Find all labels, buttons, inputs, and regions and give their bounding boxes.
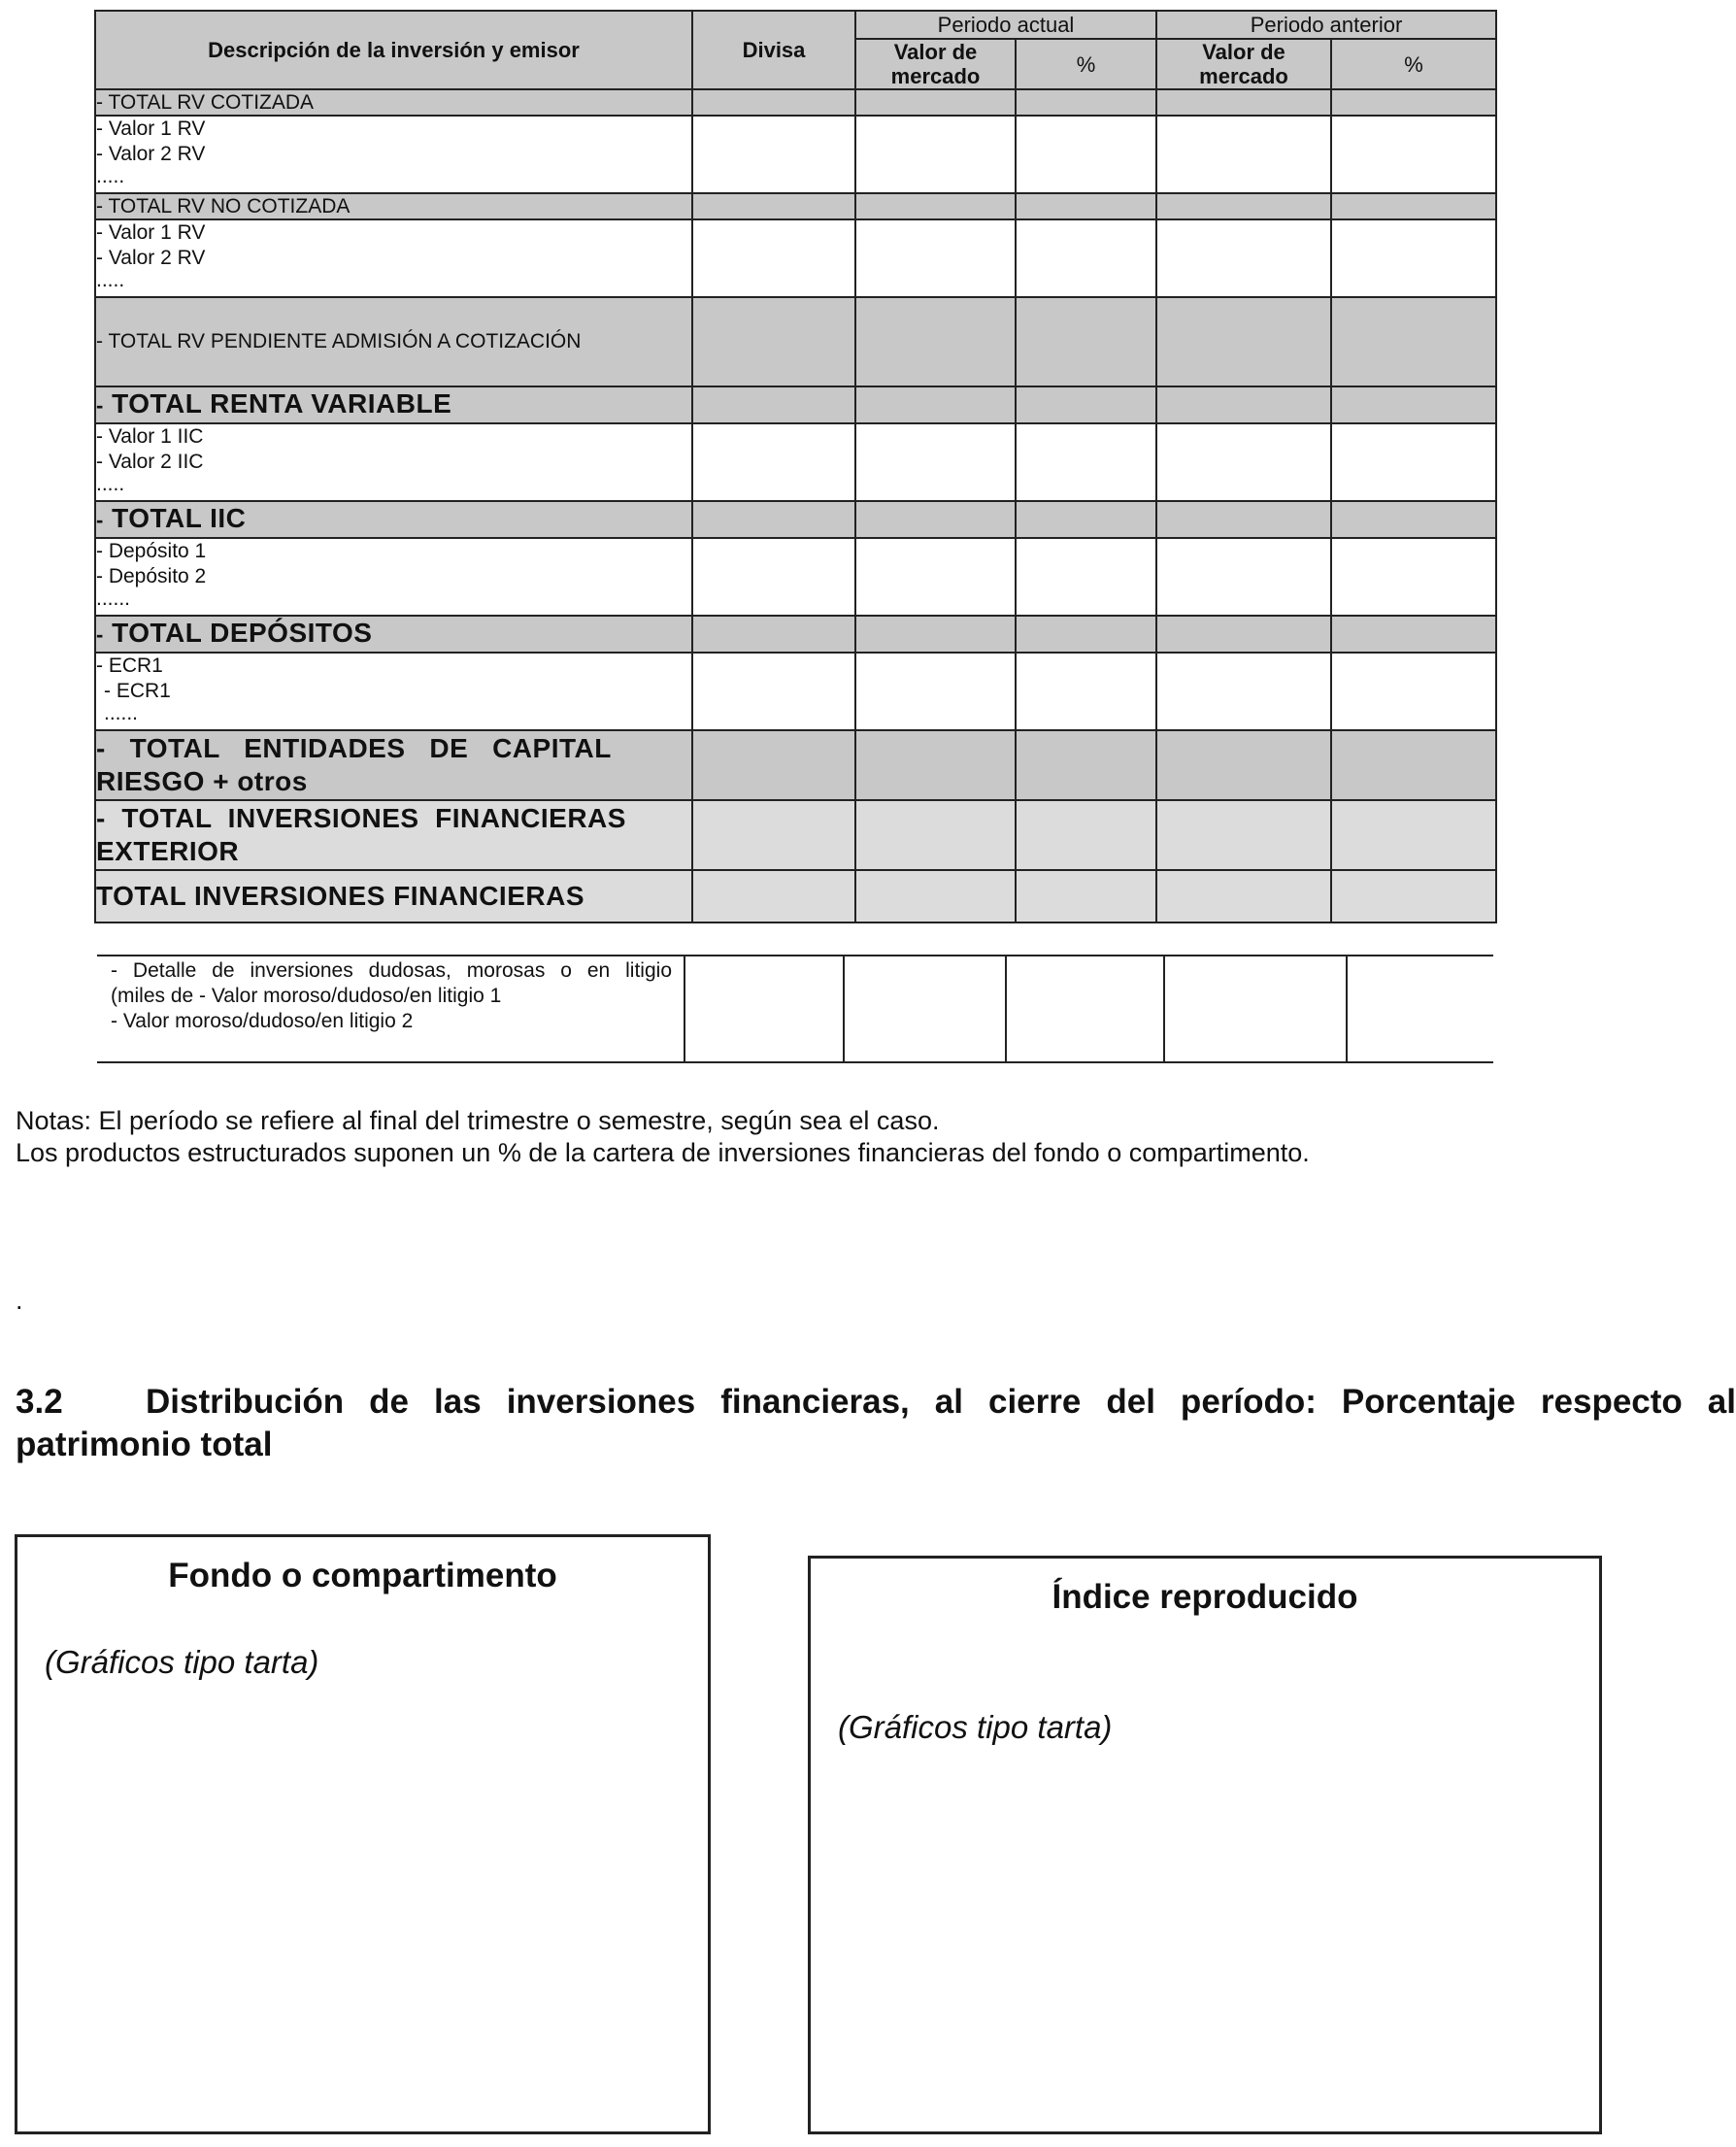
list-item: ...... (96, 587, 131, 610)
row-title: TOTAL RENTA VARIABLE (112, 388, 452, 419)
header-current-percent: % (1016, 39, 1156, 89)
indice-chart-box (808, 1556, 1602, 2134)
table-row (95, 423, 1496, 501)
row-prefix: - (96, 622, 104, 647)
table-row (95, 116, 1496, 193)
row-title: - TOTAL INVERSIONES FINANCIERAS (96, 803, 626, 833)
list-item: - Valor 2 RV (96, 143, 206, 165)
investments-table (94, 10, 1497, 923)
table-row (95, 219, 1496, 297)
list-item: ..... (96, 473, 125, 495)
fondo-box-title: Fondo o compartimento (168, 1557, 557, 1594)
doubtful-description (97, 956, 684, 1062)
table-row (95, 89, 1496, 116)
header-currency: Divisa (692, 11, 855, 89)
row-title-continued: EXTERIOR (96, 836, 240, 866)
row-total-rv-pendiente: - TOTAL RV PENDIENTE ADMISIÓN A COTIZACIÓN (95, 297, 692, 386)
list-item: ...... (104, 702, 139, 724)
row-title: TOTAL IIC (112, 503, 247, 533)
row-title: - TOTAL ENTIDADES DE CAPITAL (96, 733, 612, 763)
row-prefix: - (96, 508, 104, 532)
fondo-box-note: (Gráficos tipo tarta) (45, 1644, 319, 1680)
doubtful-line: - Valor moroso/dudoso/en litigio 2 (111, 1010, 414, 1032)
header-current-market-value: Valor de mercado (855, 39, 1016, 89)
list-item: - Valor 2 IIC (96, 451, 204, 473)
list-item: - Valor 1 RV (96, 221, 206, 244)
list-item: - Depósito 2 (96, 565, 207, 587)
list-item: - ECR1 (104, 680, 171, 702)
list-item: - Valor 1 RV (96, 117, 206, 140)
note-line: Los productos estructurados suponen un % de la cartera de inversiones financieras del fondo o compartimento. (16, 1138, 1310, 1167)
list-item: - Valor 2 RV (96, 247, 206, 269)
list-item: ..... (96, 165, 125, 187)
row-total-exterior (95, 800, 692, 870)
row-total-inversiones-financieras: TOTAL INVERSIONES FINANCIERAS (95, 870, 692, 923)
table-row (95, 870, 1496, 923)
header-previous-percent: % (1331, 39, 1496, 89)
header-description: Descripción de la inversión y emisor (95, 11, 692, 89)
row-total-capital-riesgo (95, 730, 692, 800)
section-title: Distribución de las inversiones financieras, al cierre del período: Porcentaje respecto al patrimonio total (16, 1383, 1736, 1463)
fondo-chart-box (15, 1534, 711, 2134)
table-row (95, 297, 1496, 386)
table-row (97, 956, 1493, 1062)
indice-box-note: (Gráficos tipo tarta) (838, 1709, 1113, 1745)
table-row (95, 800, 1496, 870)
row-prefix: - (96, 393, 104, 418)
table-row (95, 538, 1496, 616)
list-item: - Depósito 1 (96, 540, 207, 562)
row-total-rv-no-cotizada: - TOTAL RV NO COTIZADA (95, 193, 692, 219)
table-row (95, 616, 1496, 653)
list-item: - Valor 1 IIC (96, 425, 204, 448)
row-total-depositos (95, 616, 692, 653)
row-total-iic (95, 501, 692, 538)
table-row (95, 501, 1496, 538)
note-dot: . (16, 1286, 23, 1315)
header-previous-market-value: Valor de mercado (1156, 39, 1331, 89)
row-total-renta-variable (95, 386, 692, 423)
row-title-continued: RIESGO + otros (96, 766, 308, 796)
header-previous-period: Periodo anterior (1156, 11, 1496, 39)
doubtful-line: (miles de - Valor moroso/dudoso/en litigio 1 (111, 985, 502, 1007)
section-number: 3.2 (16, 1383, 63, 1421)
table-row (95, 730, 1496, 800)
doubtful-line: - Detalle de inversiones dudosas, morosas o en litigio (111, 959, 672, 982)
table-row (95, 653, 1496, 730)
list-item: ..... (96, 269, 125, 291)
indice-box-title: Índice reproducido (1052, 1578, 1358, 1616)
row-title: TOTAL DEPÓSITOS (112, 618, 373, 648)
table-row (95, 193, 1496, 219)
row-total-rv-cotizada: - TOTAL RV COTIZADA (95, 89, 692, 116)
table-row (95, 386, 1496, 423)
header-current-period: Periodo actual (855, 11, 1156, 39)
section-heading (16, 1381, 1736, 1466)
note-line: Notas: El período se refiere al final del trimestre o semestre, según sea el caso. (16, 1106, 940, 1135)
doubtful-investments-table (97, 955, 1493, 1063)
list-item: - ECR1 (96, 654, 163, 677)
